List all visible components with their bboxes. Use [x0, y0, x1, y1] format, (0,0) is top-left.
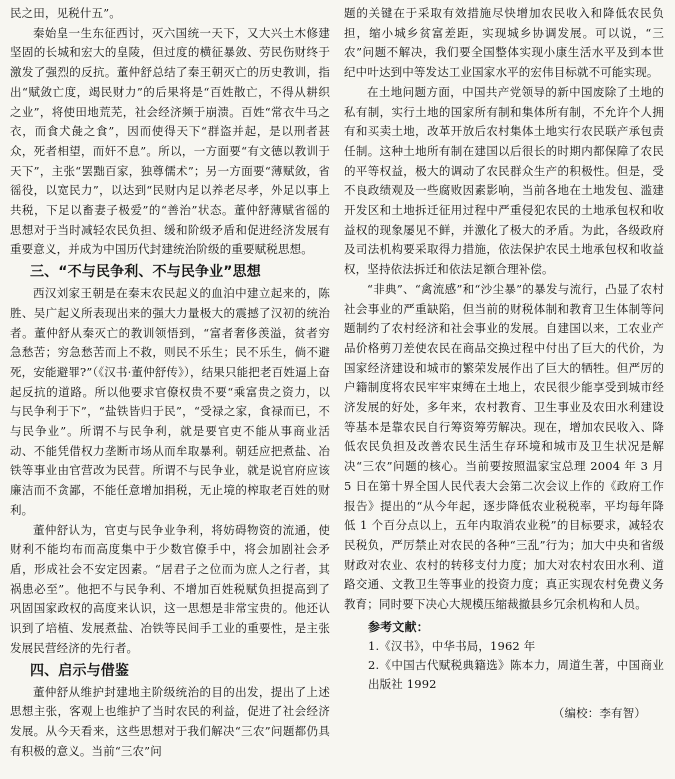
- paragraph: 董仲舒从维护封建地主阶级统治的目的出发，提出了上述思想主张，客观上也维护了当时农民的利益，促进了社会经济发展。从今天看来，这些思想对于我们解决“三农”问题都仍具有积极的意义。当前“三农”问: [10, 684, 330, 758]
- editor-credit: （编校：李有智）: [552, 705, 646, 720]
- reference-item: 2.《中国古代赋税典籍选》陈本力，周道生著，中国商业出版社 1992: [368, 657, 664, 691]
- references-heading: 参考文献：: [368, 619, 429, 634]
- paragraph: 民之田，见税什五”。: [10, 6, 121, 20]
- paragraph: 西汉刘家王朝是在秦末农民起义的血泊中建立起来的，陈胜、吴广起义所表现出来的强大力量极大的震撼了汉初的统治者。董仲舒从秦灭亡的教训领悟到，“富者奢侈羡溢，贫者穷急愁苦；穷急愁苦而上不救，则民不乐生；民不乐生，倘不避死，安能避罪?”（《汉书·董仲舒传》），结果只能把老百姓逼上奋起反抗的道路。所以他要求官僚权贵不要“乘富贵之资力，以与民争利于下”，“盐铁皆归于民”，“受禄之家，食禄而已，不与民争业”。所谓不与民争利，就是要官吏不能从事商业活动、不能凭借权力垄断市场从而牟取暴利。朝廷应把煮盐、冶铁等事业由官营改为民营。所谓不与民争业，就是说官府应该廉洁而不贪鄙，不能任意增加捐税，无止境的榨取老百姓的财利。: [10, 286, 330, 517]
- paragraph: 董仲舒认为，官吏与民争业争利，将妨碍物资的流通，使财利不能均布而高度集中于少数官僚手中，将会加剧社会矛盾，形成社会不安定因素。“居君子之位而为庶人之行者，其祸患必至”。他把不与民争利、不增加百姓税赋负担提高到了巩固国家政权的高度来认识，这一思想是非常宝贵的。他还认识到了培植、发展煮盐、冶铁等民间手工业的重要性，是主张发展民营经济的先行者。: [10, 522, 330, 655]
- paragraph: 题的关键在于采取有效措施尽快增加农民收入和降低农民负担，缩小城乡贫富差距，实现城乡协调发展。可以说，“三农”问题不解决，我们要全国整体实现小康生活水平及到本世纪中叶达到中等发达工业国家水平的宏伟目标就不可能实现。: [344, 6, 664, 80]
- paragraph: “非典”、“禽流感”和“沙尘暴”的暴发与流行，凸显了农村社会事业的严重缺陷，但当前的财税体制和教育卫生体制等问题制约了农村经济和社会事业的发展。自建国以来，工农业产品价格剪刀差使农民在商品交换过程中付出了巨大的代价，为国家经济建设和城市的繁荣发展作出了巨大的牺牲。但严厉的户籍制度将农民牢牢束缚在土地上，农民很少能享受到城市经济发展的好处，多年来，农村教育、卫生事业及农田水利建设等基本是靠农民自行筹资筹劳解决。现在，增加农民收入、降低农民负担及改善农民生活生存环境和城市及卫生状况是解决“三农”问题的核心。当前要按照温家宝总理 2004 年 3 月 5 日在第十界全国人民代表大会第二次会议上作的《政府工作报告》提出的“从今年起，逐步降低农业税税率，平均每年降低 1 个百分点以上，五年内取消农业税”的目标要求，减轻农民税负，严厉禁止对农民的各种“三乱”行为；加大中央和省级财政对农业、农村的转移支付力度；加大对农村农田水利、道路交通、文教卫生等事业的投资力度；真正实现农村免费义务教育；同时要下决心大规模压缩裁撤县乡冗余机构和人员。: [344, 281, 664, 612]
- paragraph: 在土地问题方面，中国共产党领导的新中国废除了土地的私有制，实行土地的国家所有制和集体所有制，不允许个人拥有和买卖土地，改革开放后农村集体土地实行农民联产承包责任制。这种土地所有制在建国以后很长的时期内都保障了农民的平等权益，极大的调动了农民群众生产的积极性。但是，受不良政绩观及一些腐败因素影响，当前各地在土地发包、滥建开发区和土地拆迁征用过程中严重侵犯农民的土地承包权和收益权的现象屡见不鲜，并激化了极大的矛盾。为此，各级政府及司法机构要采取得力措施，依法保护农民土地承包权和收益权，坚持依法拆迁和依法足额合理补偿。: [344, 84, 664, 277]
- section-heading: 四、启示与借鉴: [30, 662, 130, 679]
- reference-item: 1.《汉书》，中华书局，1962 年: [368, 638, 536, 653]
- right-column: [344, 4, 664, 724]
- section-heading: 三、“不与民争利、不与民争业”思想: [30, 264, 261, 281]
- paragraph: 秦始皇一生东征西讨，灭六国统一天下，又大兴土木修建坚固的长城和宏大的皇陵，但过度的横征暴敛、劳民伤财终于激发了强烈的反抗。董仲舒总结了秦王朝灭亡的历史教训，指出“赋敛亡度，竭民财力”的后果将是“百姓散亡，不得从耕织之业”，将使田地荒芜，社会经济频于崩溃。百姓“常衣牛马之衣，而食犬彘之食”，因而使得天下“群盗并起，是以刑者甚众，死者相望，而奸不息”。所以，一方面要“有文德以教训于天下”，主张“罢黜百家，独尊儒术”；另一方面要“薄赋敛，省徭役，以宽民力”，以达到“民财内足以养老尽孝，外足以事上共税，下足以畜妻子极爱”的“善治”状态。董仲舒薄赋省徭的思想对于当时减轻农民负担、缓和阶级矛盾和促进经济发展有重要意义，并成为中国历代封建统治阶级的重要赋税思想。: [10, 25, 330, 257]
- left-column: [10, 4, 330, 761]
